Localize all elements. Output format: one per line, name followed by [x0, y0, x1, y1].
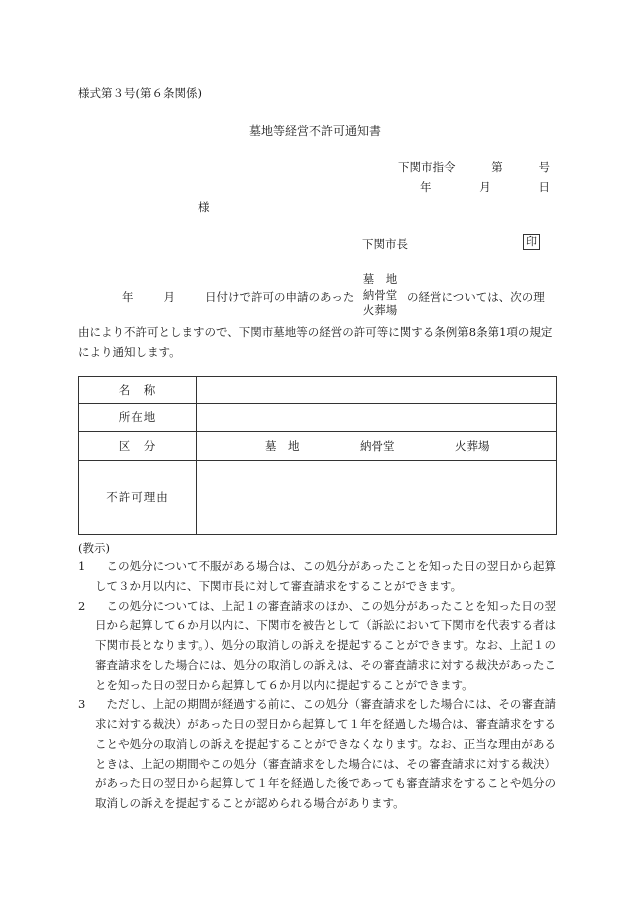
application-date-line — [122, 290, 355, 305]
item-number: 2 — [78, 598, 86, 613]
document-title: 墓地等経営不許可通知書 — [248, 124, 381, 138]
reason-value — [197, 461, 557, 535]
facility-type-stack — [362, 272, 398, 319]
item-number: 3 — [78, 697, 86, 712]
month-label: 月 — [479, 180, 491, 194]
day-label: 日 — [538, 180, 550, 194]
facility-crematorium: 火葬場 — [362, 303, 398, 318]
list-item — [78, 597, 556, 696]
facility-cemetery: 墓 地 — [362, 272, 398, 286]
facility-info-table — [78, 376, 557, 535]
body-after-facilities: の経営については、次の理 — [407, 290, 545, 304]
year-label: 年 — [420, 180, 432, 194]
recipient-suffix: 様 — [198, 200, 210, 214]
name-label: 名 称 — [79, 377, 197, 404]
dai-label: 第 — [491, 160, 503, 174]
city-prefix: 下関市指令 — [398, 160, 456, 174]
seal-box — [523, 234, 540, 250]
app-month-label: 月 — [163, 290, 175, 304]
category-crematorium: 火葬場 — [455, 438, 490, 453]
issuer-name: 下関市長 — [362, 237, 408, 251]
instructions-heading: (教示) — [78, 541, 110, 555]
notice-number-line — [398, 160, 550, 175]
category-ossuary: 納骨堂 — [360, 438, 395, 453]
facility-ossuary: 納骨堂 — [362, 287, 398, 302]
table-row — [79, 432, 557, 461]
table-row — [79, 377, 557, 404]
go-label: 号 — [538, 160, 550, 174]
item-text: ただし、上記の期間が経過する前に、この処分（審査請求をした場合には、その審査請求に対する裁決）があった日の翌日から起算して１年を経過した場合は、審査請求をすることや処分の取消しの訴えを提起することができなくなります。なお、正当な理由があるときは、上記の期間やこの処分（審査請求をした場合には、その審査請求に対する裁決）があった日の翌日から起算して１年を経過した後であっても審査請求をすることや処分の取消しの訴えを提起することが認められる場合があります。 — [95, 697, 556, 811]
form-number: 様式第３号(第６条関係) — [78, 86, 202, 100]
category-options — [197, 432, 557, 461]
issue-date-line — [420, 180, 550, 195]
item-number: 1 — [78, 559, 86, 573]
item-text: この処分については、上記１の審査請求のほか、この処分があったことを知った日の翌日から起算して６か月以内に、下関市を被告として（訴訟において下関市を代表する者は下関市長となります。）、処分の取消しの訴えを提起することができます。なお、上記１の審査請求をした場合には、処分の取消しの訴えは、その審査請求に対する裁決があったことを知った日の翌日から起算して６か月以内に提起することができます。 — [95, 598, 556, 692]
app-year-label: 年 — [122, 290, 134, 304]
reason-label: 不許可理由 — [79, 461, 197, 535]
list-item — [78, 557, 556, 597]
location-label: 所在地 — [79, 404, 197, 432]
category-cemetery: 墓 地 — [265, 438, 300, 453]
instructions-list — [78, 557, 556, 814]
body-continuation: 由により不許可としますので、下関市墓地等の経営の許可等に関する条例第8条第1項の規定により通知します。 — [78, 325, 553, 360]
app-date-suffix: 日付けで許可の申請のあった — [205, 290, 355, 304]
table-row — [79, 404, 557, 432]
name-value — [197, 377, 557, 404]
item-text: この処分について不服がある場合は、この処分があったことを知った日の翌日から起算して３か月以内に、下関市長に対して審査請求をすることができます。 — [95, 559, 556, 593]
location-value — [197, 404, 557, 432]
list-item — [78, 695, 556, 814]
seal-mark: 印 — [526, 234, 537, 248]
table-row — [79, 461, 557, 535]
category-label: 区 分 — [79, 432, 197, 461]
